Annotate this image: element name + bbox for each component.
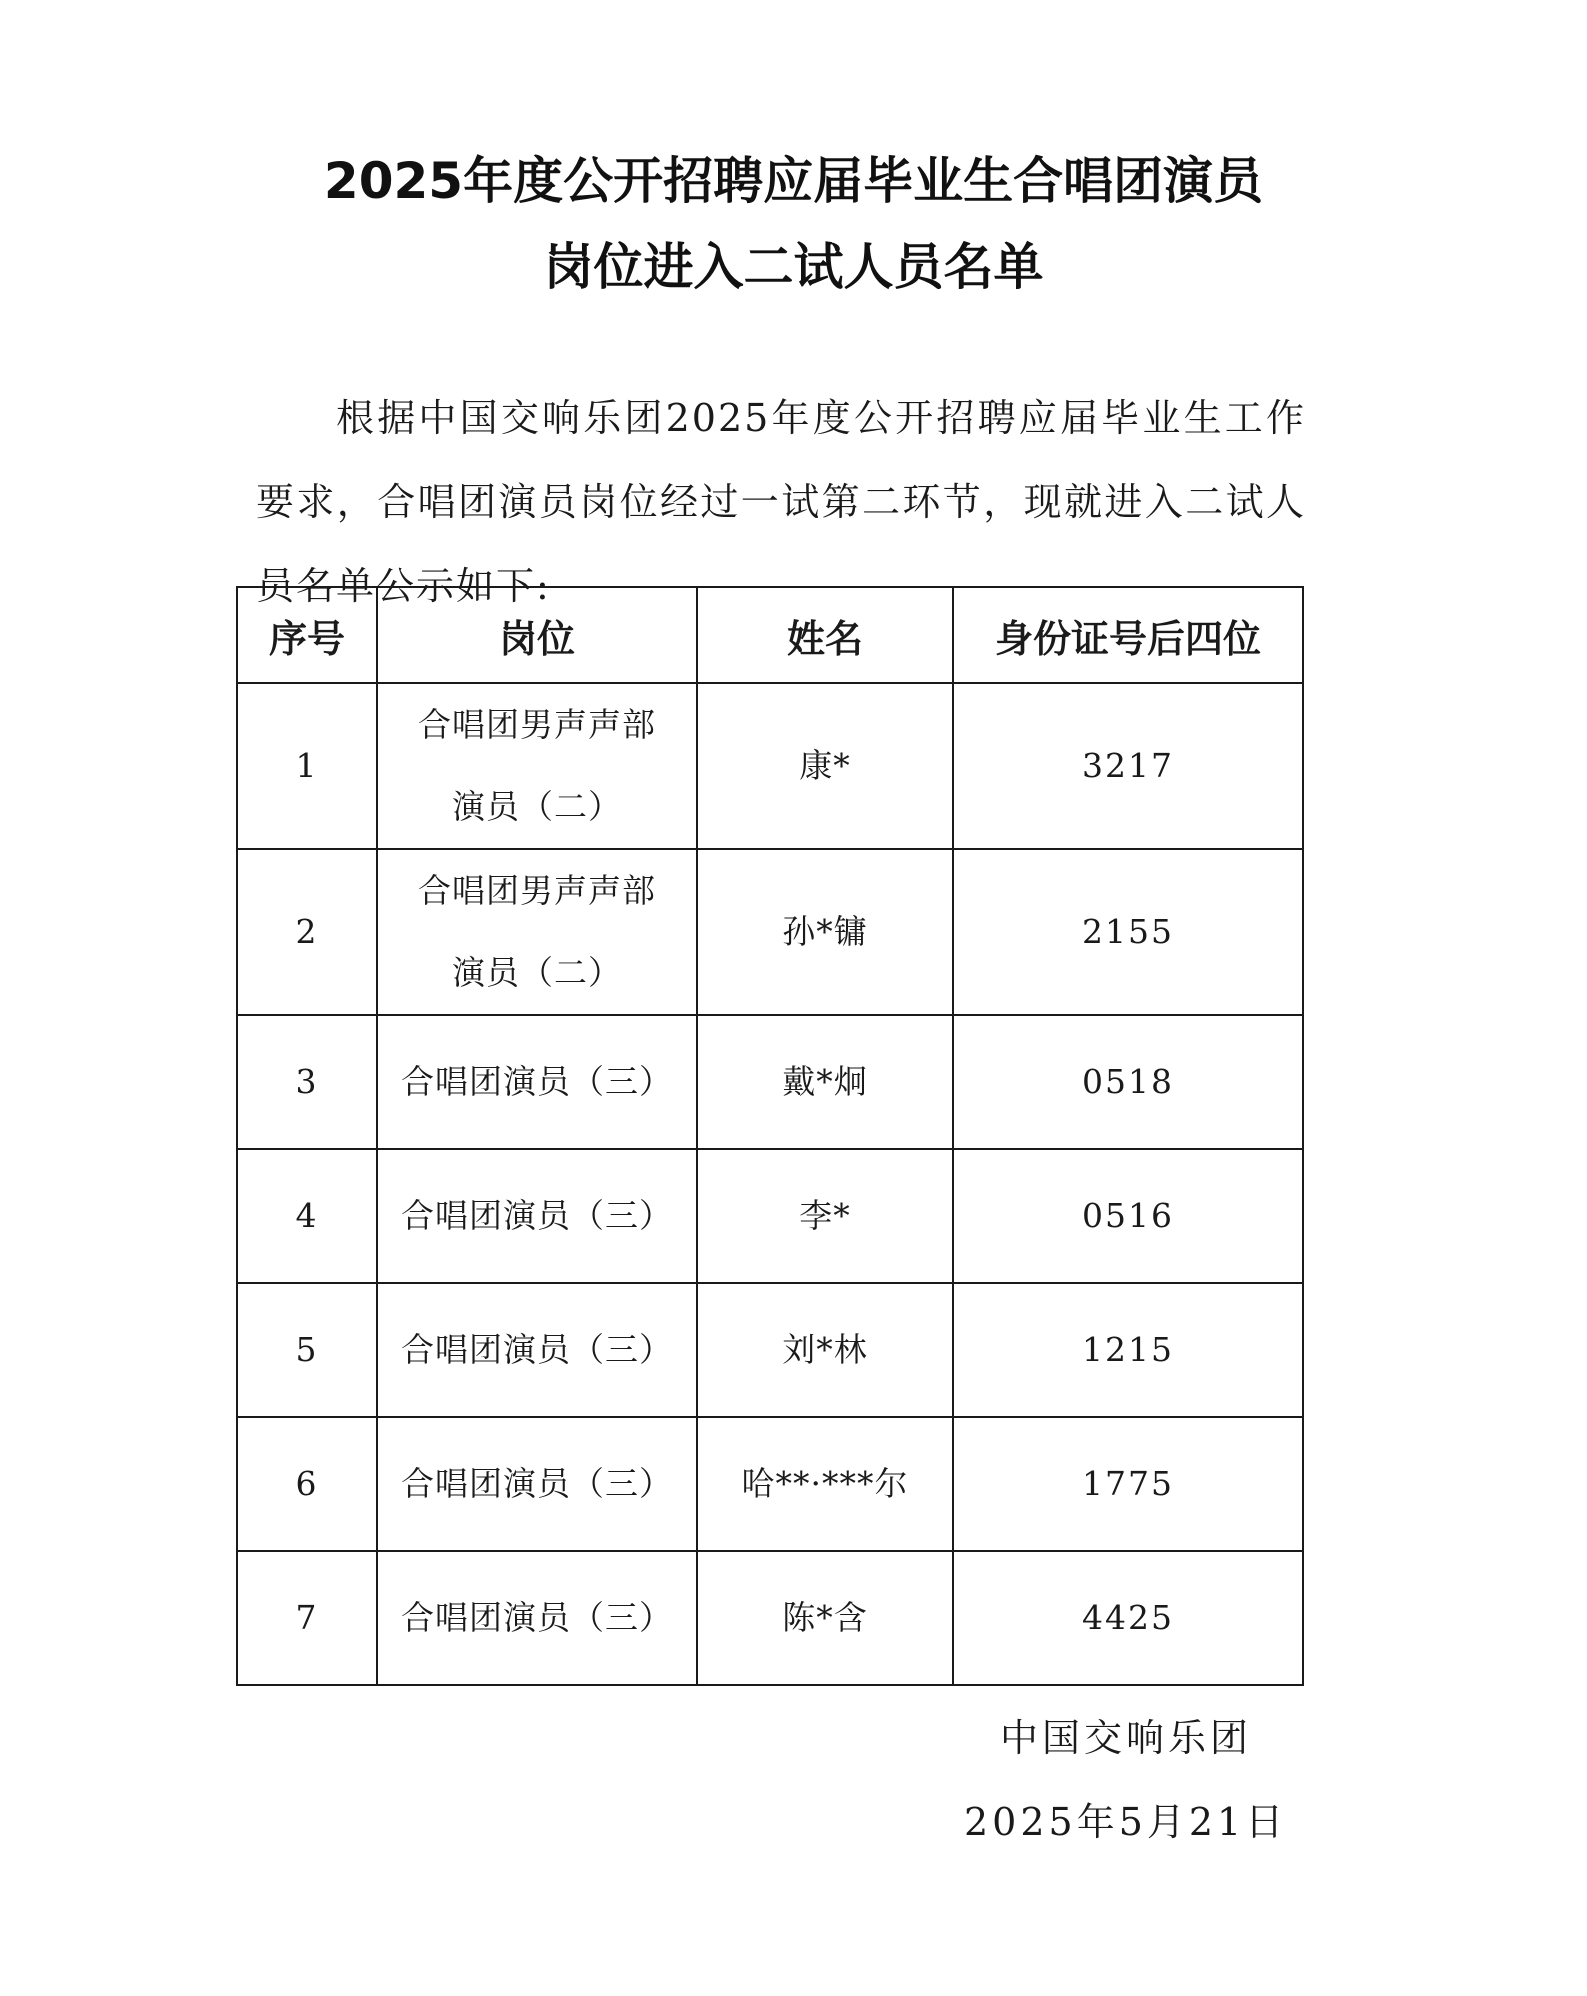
row-no: 3	[237, 1015, 377, 1149]
table-row	[237, 1149, 1303, 1283]
row-id-last4: 1775	[953, 1417, 1303, 1551]
header-name: 姓名	[697, 587, 953, 683]
table-row	[237, 1417, 1303, 1551]
row-no: 6	[237, 1417, 377, 1551]
row-position: 合唱团演员（三）	[377, 1551, 697, 1685]
header-position: 岗位	[377, 587, 697, 683]
row-id-last4: 1215	[953, 1283, 1303, 1417]
table-row	[237, 1283, 1303, 1417]
row-id-last4: 3217	[953, 683, 1303, 849]
intro-paragraph: 根据中国交响乐团2025年度公开招聘应届毕业生工作要求，合唱团演员岗位经过一试第二环节，现就进入二试人员名单公示如下:	[256, 396, 1306, 608]
row-position-line-1: 合唱团男声声部	[418, 705, 656, 744]
row-name: 哈**·***尔	[697, 1417, 953, 1551]
row-name: 李*	[697, 1149, 953, 1283]
table-row	[237, 1015, 1303, 1149]
row-position-line-2: 演员（二）	[452, 953, 622, 992]
row-position: 合唱团演员（三）	[377, 1283, 697, 1417]
candidate-table	[236, 586, 1304, 1686]
row-id-last4: 0516	[953, 1149, 1303, 1283]
table-row	[237, 849, 1303, 1015]
row-position: 合唱团演员（三）	[377, 1149, 697, 1283]
row-name: 刘*林	[697, 1283, 953, 1417]
row-id-last4: 2155	[953, 849, 1303, 1015]
signature-organization: 中国交响乐团	[1000, 1716, 1253, 1760]
row-name: 陈*含	[697, 1551, 953, 1685]
row-position-line-1: 合唱团男声声部	[418, 871, 656, 910]
document-title-line-1: 2025年度公开招聘应届毕业生合唱团演员	[323, 152, 1264, 210]
row-id-last4: 0518	[953, 1015, 1303, 1149]
document-title-line-2: 岗位进入二试人员名单	[543, 238, 1044, 296]
row-no: 1	[237, 683, 377, 849]
row-position: 合唱团演员（三）	[377, 1417, 697, 1551]
row-position	[377, 849, 697, 1015]
row-position: 合唱团演员（三）	[377, 1015, 697, 1149]
row-name: 康*	[697, 683, 953, 849]
row-name: 孙*镛	[697, 849, 953, 1015]
header-id-last4: 身份证号后四位	[953, 587, 1303, 683]
row-no: 5	[237, 1283, 377, 1417]
row-no: 2	[237, 849, 377, 1015]
row-no: 7	[237, 1551, 377, 1685]
row-no: 4	[237, 1149, 377, 1283]
table-header-row	[237, 587, 1303, 683]
row-position	[377, 683, 697, 849]
row-id-last4: 4425	[953, 1551, 1303, 1685]
table-row	[237, 1551, 1303, 1685]
row-position-line-2: 演员（二）	[452, 787, 622, 826]
table-row	[237, 683, 1303, 849]
header-no: 序号	[237, 587, 377, 683]
signature-date: 2025年5月21日	[964, 1800, 1288, 1844]
row-name: 戴*炯	[697, 1015, 953, 1149]
